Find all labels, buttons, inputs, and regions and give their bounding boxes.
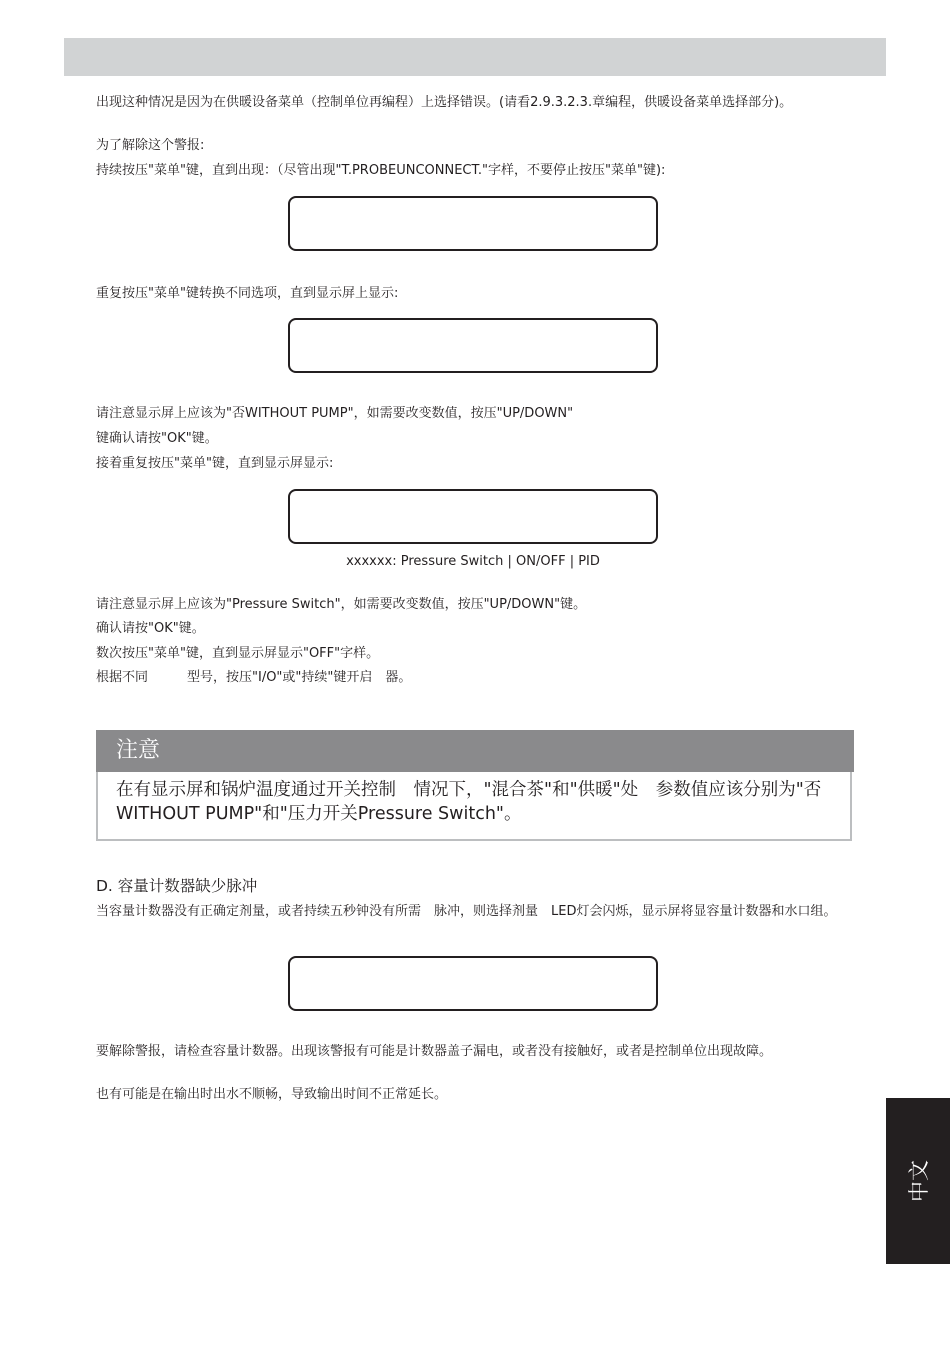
language-tab bbox=[886, 1098, 950, 1264]
header-bar bbox=[64, 38, 886, 76]
display-caption: xxxxxx: Pressure Switch | ON/OFF | PID bbox=[346, 554, 600, 569]
step2-text: 重复按压"菜单"键转换不同选项，直到显示屏上显示: bbox=[96, 286, 399, 301]
display-screen-1 bbox=[288, 196, 658, 251]
section-d-text-3: 也有可能是在输出时出水不顺畅，导致输出时间不正常延长。 bbox=[96, 1087, 448, 1102]
intro-paragraph: 出现这种情况是因为在供暖设备菜单（控制单位再编程）上选择错误。(请看2.9.3.2.3.章编程，供暖设备菜单选择部分)。 bbox=[96, 95, 793, 110]
display-screen-3 bbox=[288, 489, 658, 544]
intro-instruction: 为了解除这个警报: bbox=[96, 138, 205, 153]
language-tab-label: 中文 bbox=[907, 1160, 931, 1202]
note-body: 在有显示屏和锅炉温度通过开关控制 情况下，"混合茶"和"供暖"处 参数值应该分别为"否WITHOUT PUMP"和"压力开关Pressure Switch"。 bbox=[96, 772, 852, 841]
step4-text-3: 数次按压"菜单"键，直到显示屏显示"OFF"字样。 bbox=[96, 646, 380, 661]
section-heading: D. 容量计数器缺少脉冲 bbox=[96, 877, 258, 895]
display-screen-2 bbox=[288, 318, 658, 373]
display-screen-4 bbox=[288, 956, 658, 1011]
section-d-text-2: 要解除警报，请检查容量计数器。出现该警报有可能是计数器盖子漏电，或者没有接触好，或者是控制单位出现故障。 bbox=[96, 1044, 773, 1059]
step4-text-1: 请注意显示屏上应该为"Pressure Switch"，如需要改变数值，按压"UP/DOWN"键。 bbox=[96, 597, 587, 612]
step4-text-2: 确认请按"OK"键。 bbox=[96, 621, 205, 636]
step3-text-1: 请注意显示屏上应该为"否WITHOUT PUMP"，如需要改变数值，按压"UP/DOWN" bbox=[96, 406, 574, 421]
section-d-text-1: 当容量计数器没有正确定剂量，或者持续五秒钟没有所需 脉冲，则选择剂量 LED灯会闪烁，显示屏将显容量计数器和水口组。 bbox=[96, 904, 837, 919]
step3-text-2: 键确认请按"OK"键。 bbox=[96, 431, 218, 446]
note-title: 注意 bbox=[96, 730, 854, 772]
step4-text-4: 根据不同 型号，按压"I/O"或"持续"键开启 器。 bbox=[96, 670, 412, 685]
intro-step: 持续按压"菜单"键，直到出现：（尽管出现"T.PROBEUNCONNECT."字样，不要停止按压"菜单"键): bbox=[96, 163, 666, 178]
step3-text-3: 接着重复按压"菜单"键，直到显示屏显示: bbox=[96, 456, 334, 471]
